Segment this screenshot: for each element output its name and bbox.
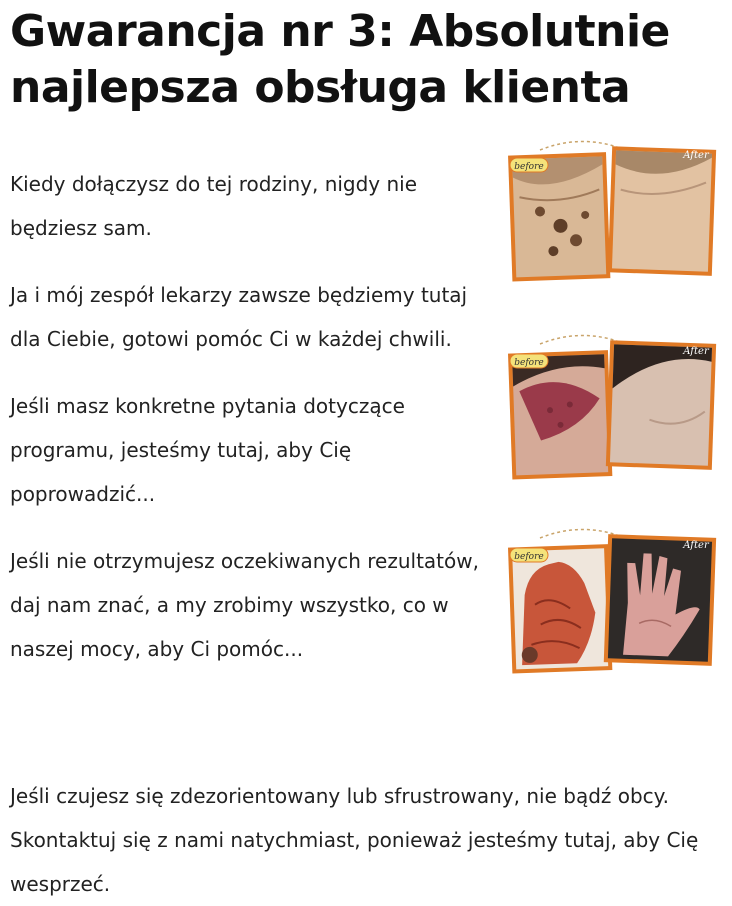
paragraph-4: Jeśli nie otrzymujesz oczekiwanych rezultatów, daj nam znać, a my zrobimy wszystko, co w naszej mocy, aby Ci pomóc... [10,549,479,661]
page-title: Gwarancja nr 3: Absolutnie najlepsza obsługa klienta [10,6,670,113]
before-after-photo-neck [500,330,722,480]
after-label: After [683,346,709,357]
paragraph-3: Jeśli masz konkretne pytania dotyczące programu, jesteśmy tutaj, aby Cię poprowadzić... [10,394,405,506]
after-label: After [683,540,709,551]
before-label: before [514,162,544,172]
after-label: After [683,150,709,161]
before-label: before [514,552,544,562]
paragraph-5: Jeśli czujesz się zdezorientowany lub sfrustrowany, nie bądź obcy. Skontaktuj się z nami natychmiast, ponieważ jesteśmy tutaj, aby Cię wesprzeć. [10,784,699,896]
paragraph-2: Ja i mój zespół lekarzy zawsze będziemy tutaj dla Ciebie, gotowi pomóc Ci w każdej chwili. [10,283,468,351]
before-label: before [514,358,544,368]
paragraph-1: Kiedy dołączysz do tej rodziny, nigdy nie będziesz sam. [10,172,418,240]
before-after-photo-hands [500,524,722,676]
text-column [10,162,485,694]
before-after-photo-face [500,136,722,286]
